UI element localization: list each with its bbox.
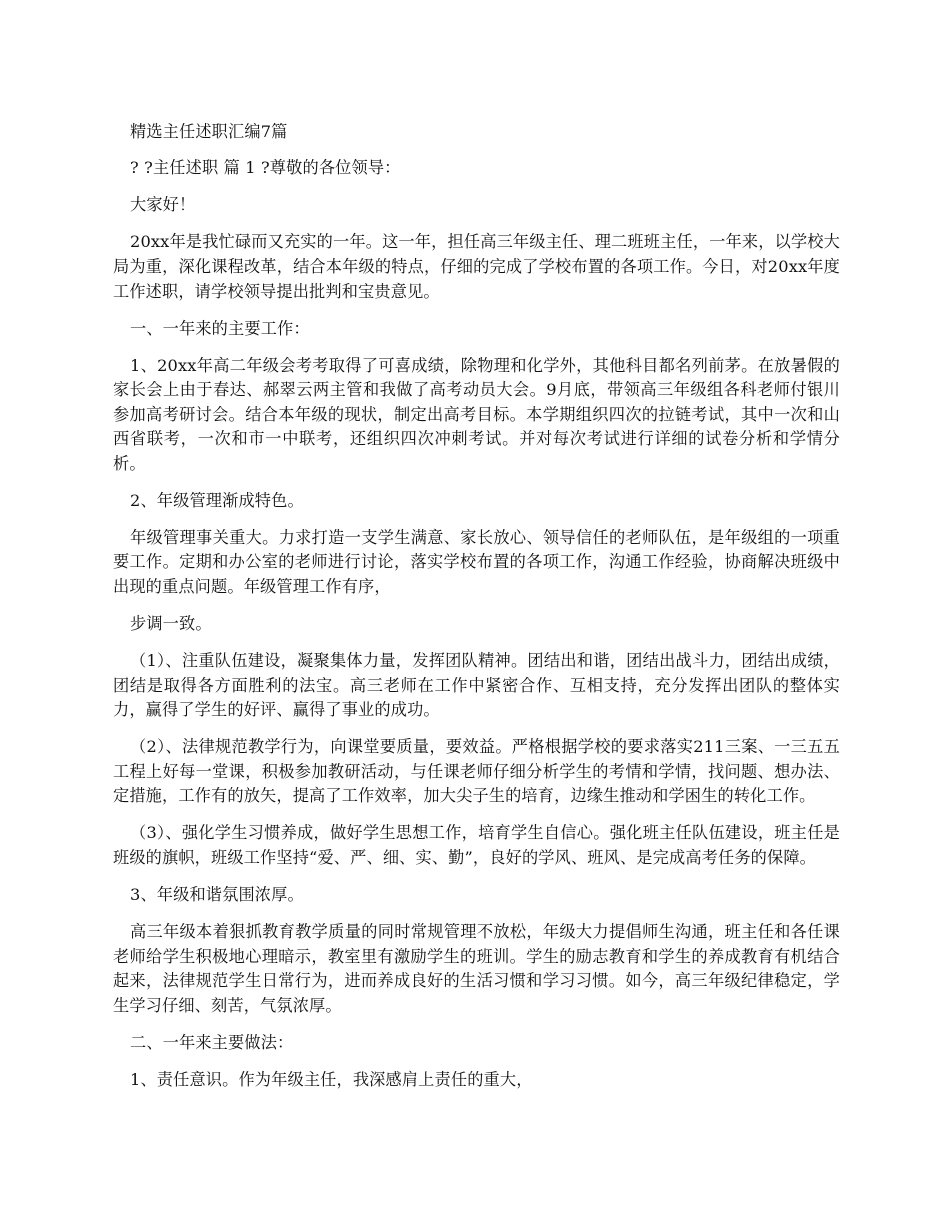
paragraph: ? ?主任述职 篇 1 ?尊敬的各位领导： bbox=[130, 158, 401, 178]
document-page bbox=[113, 120, 840, 1105]
paragraph: （1）、注重队伍建设，凝聚集体力量，发挥团队精神。团结出和谐，团结出战斗力，团结出成绩，团结是取得各方面胜利的法宝。高三老师在工作中紧密合作、互相支持，充分发挥出团队的整体实力，赢得了学生的好评、赢得了事业的成功。 bbox=[113, 651, 840, 720]
paragraph: 大家好！ bbox=[130, 195, 196, 215]
paragraph: 高三年级本着狠抓教育教学质量的同时常规管理不放松，年级大力提倡师生沟通，班主任和各任课老师给学生积极地心理暗示，教室里有激励学生的班训。学生的励志教育和学生的养成教育有机结合起来，法律规范学生日常行为，进而养成良好的生活习惯和学习习惯。如今，高三年级纪律稳定，学生学习仔细、刻苦，气氛浓厚。 bbox=[113, 921, 840, 1015]
paragraph: （3）、强化学生习惯养成，做好学生思想工作，培育学生自信心。强化班主任队伍建设，班主任是班级的旗帜，班级工作坚持“爱、严、细、实、勤”，良好的学风、班风、是完成高考任务的保障。 bbox=[113, 823, 840, 867]
document-title: 精选主任述职汇编7篇 bbox=[130, 122, 288, 141]
section-heading: 二、一年来主要做法： bbox=[130, 1032, 294, 1052]
paragraph: 1、20xx年高二年级会考考取得了可喜成绩，除物理和化学外，其他科目都名列前茅。在放暑假的家长会上由于春达、郝翠云两主管和我做了高考动员大会。9月底，带领高三年级组各科老师付银川参加高考研讨会。结合本年级的现状，制定出高考目标。本学期组织四次的拉链考试，其中一次和山西省联考，一次和市一中联考，还组织四次冲刺考试。并对每次考试进行详细的试卷分析和学情分析。 bbox=[113, 355, 840, 473]
paragraph: 步调一致。 bbox=[130, 614, 212, 634]
paragraph: 20xx年是我忙碌而又充实的一年。这一年，担任高三年级主任、理二班班主任，一年来，以学校大局为重，深化课程改革，结合本年级的特点，仔细的完成了学校布置的各项工作。今日，对20xx年度工作述职，请学校领导提出批判和宝贵意见。 bbox=[113, 232, 840, 301]
paragraph: （2）、法律规范教学行为，向课堂要质量，要效益。严格根据学校的要求落实211三案、一三五五工程上好每一堂课，积极参加教研活动，与任课老师仔细分析学生的考情和学情，找问题、想办法、定措施，工作有的放矢，提高了工作效率，加大尖子生的培育，边缘生推动和学困生的转化工作。 bbox=[113, 737, 840, 806]
subheading: 2、年级管理渐成特色。 bbox=[130, 490, 304, 510]
paragraph: 年级管理事关重大。力求打造一支学生满意、家长放心、领导信任的老师队伍，是年级组的一项重要工作。定期和办公室的老师进行讨论，落实学校布置的各项工作，沟通工作经验，协商解决班级中出现的重点问题。年级管理工作有序， bbox=[113, 527, 840, 597]
subheading: 3、年级和谐氛围浓厚。 bbox=[130, 884, 304, 904]
section-heading: 一、一年来的主要工作： bbox=[130, 318, 310, 338]
paragraph: 1、责任意识。作为年级主任，我深感肩上责任的重大， bbox=[130, 1069, 533, 1089]
